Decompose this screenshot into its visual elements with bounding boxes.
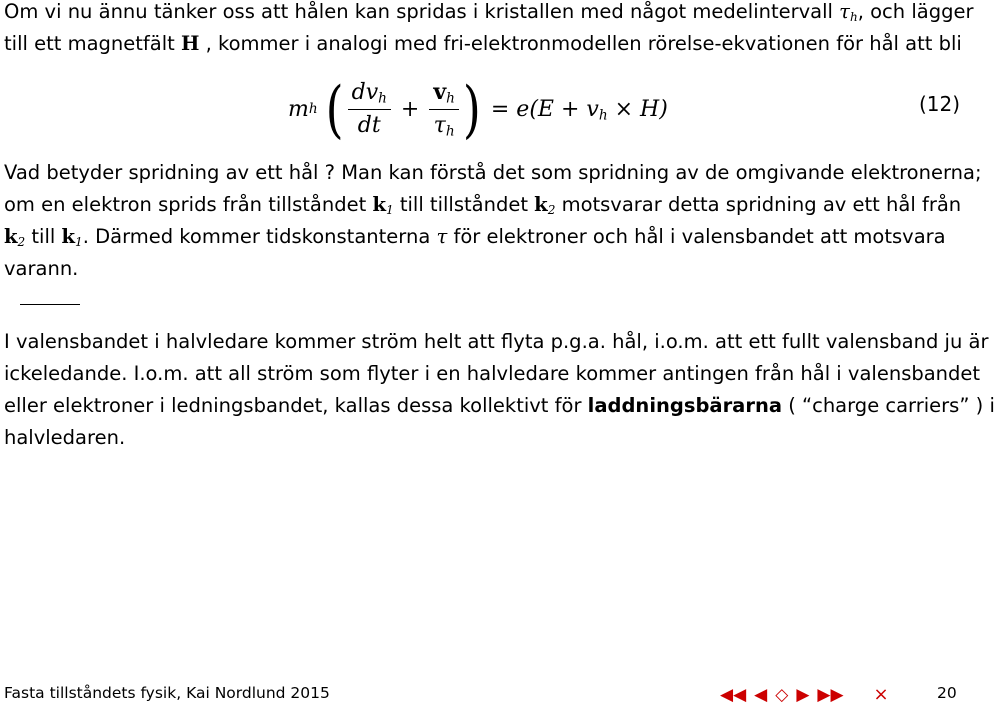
fraction-bar (348, 109, 391, 110)
text: , kommer i analogi med fri-elektronmodellen rörelse-ekvationen för hål att bli (199, 32, 962, 55)
home-icon[interactable]: ◇ (775, 684, 789, 705)
paragraph1-line2 (4, 28, 962, 60)
text: till tillståndet (393, 193, 535, 216)
equation: m h ( $\frac{dv_h}{dt}$ + $\frac{v_h}{\tau_h}$ ) = $e(E + v_h \times H)$ (288, 72, 668, 146)
v-sub: h (446, 90, 455, 107)
text: för elektroner och hål i valensbandet att motsvara (447, 225, 946, 248)
footer-title: Fasta tillståndets fysik, Kai Nordlund 2015 (4, 684, 330, 702)
frac-numerator (429, 79, 459, 107)
paragraph3-line3 (4, 390, 995, 422)
next-slide-icon[interactable]: ▶ (796, 684, 810, 705)
rhs-sub: h (598, 106, 608, 123)
separator-rule (20, 304, 80, 305)
left-paren: ( (325, 72, 344, 146)
text: . Därmed kommer tidskonstanterna (82, 225, 437, 248)
equation-number: (12) (918, 92, 960, 116)
paragraph2-line3 (4, 221, 958, 253)
tau: τ (433, 113, 446, 138)
plus-sign: + (400, 96, 420, 122)
text: Om vi nu ännu tänker oss att hålen kan spridas i kristallen med något medelintervall (4, 0, 840, 23)
k-vector: k (372, 193, 386, 216)
text: eller elektroner i ledningsbandet, kallas dessa kollektivt för (4, 394, 588, 417)
tau-symbol: τ (436, 225, 448, 248)
rhs-text: = e(E + v (490, 96, 599, 122)
fraction-v-tau (429, 79, 459, 140)
first-slide-icon[interactable]: ◀◀ (720, 684, 747, 705)
paragraph2-line1: Vad betyder spridning av ett hål ? Man kan förstå det som spridning av de omgivande elektronerna; (4, 161, 982, 184)
rhs-tail: × H) (607, 96, 668, 122)
bold-term: laddningsbärarna (587, 394, 782, 417)
k-vector: k (4, 225, 18, 248)
text: ( “charge carriers” ) i (782, 394, 995, 417)
fraction-bar (429, 109, 459, 110)
last-slide-icon[interactable]: ▶▶ (817, 684, 844, 705)
k-sub: 2 (547, 203, 556, 218)
paragraph3-line2: ickeledande. I.o.m. att all ström som flyter i en halvledare kommer antingen från hål i valensbandet (4, 362, 981, 385)
page-number: 20 (937, 684, 957, 702)
k-sub: 2 (17, 235, 26, 250)
close-icon[interactable]: × (873, 684, 889, 705)
text: motsvarar detta spridning av ett hål från (555, 193, 962, 216)
dv: dv (351, 79, 379, 105)
tau-subscript: h (849, 10, 858, 25)
tau-sub: h (445, 123, 455, 140)
paragraph1-line1 (4, 0, 974, 28)
magnetic-field-symbol: H (181, 32, 200, 55)
text: till (25, 225, 62, 248)
k-vector: k (61, 225, 76, 248)
paragraph2-line4: varann. (4, 257, 79, 280)
paragraph3-line1: I valensbandet i halvledare kommer ström helt att flyta p.g.a. hål, i.o.m. att ett fullt valensband ju är (4, 330, 989, 353)
k-sub: 1 (385, 203, 394, 218)
slide-navigation (720, 686, 889, 704)
frac-denominator: dt (357, 112, 381, 138)
text: till ett magnetfält (4, 32, 181, 55)
equation-block (0, 70, 960, 160)
paragraph3-line4: halvledaren. (4, 426, 126, 449)
tau-symbol: τ (839, 0, 850, 23)
k-sub: 1 (75, 235, 83, 250)
prev-slide-icon[interactable]: ◀ (754, 684, 768, 705)
text: , och lägger (857, 0, 974, 23)
frac-numerator (348, 79, 391, 106)
right-paren: ) (462, 72, 481, 146)
frac-denominator (430, 113, 459, 140)
dv-sub: h (378, 89, 387, 106)
equation-rhs (491, 97, 668, 122)
paragraph2-line2 (4, 189, 962, 221)
text: om en elektron sprids från tillståndet (4, 193, 373, 216)
v: v (433, 79, 447, 105)
eq-mass: m (288, 96, 309, 122)
fraction-dv-dt (348, 79, 391, 138)
k-vector: k (534, 193, 548, 216)
